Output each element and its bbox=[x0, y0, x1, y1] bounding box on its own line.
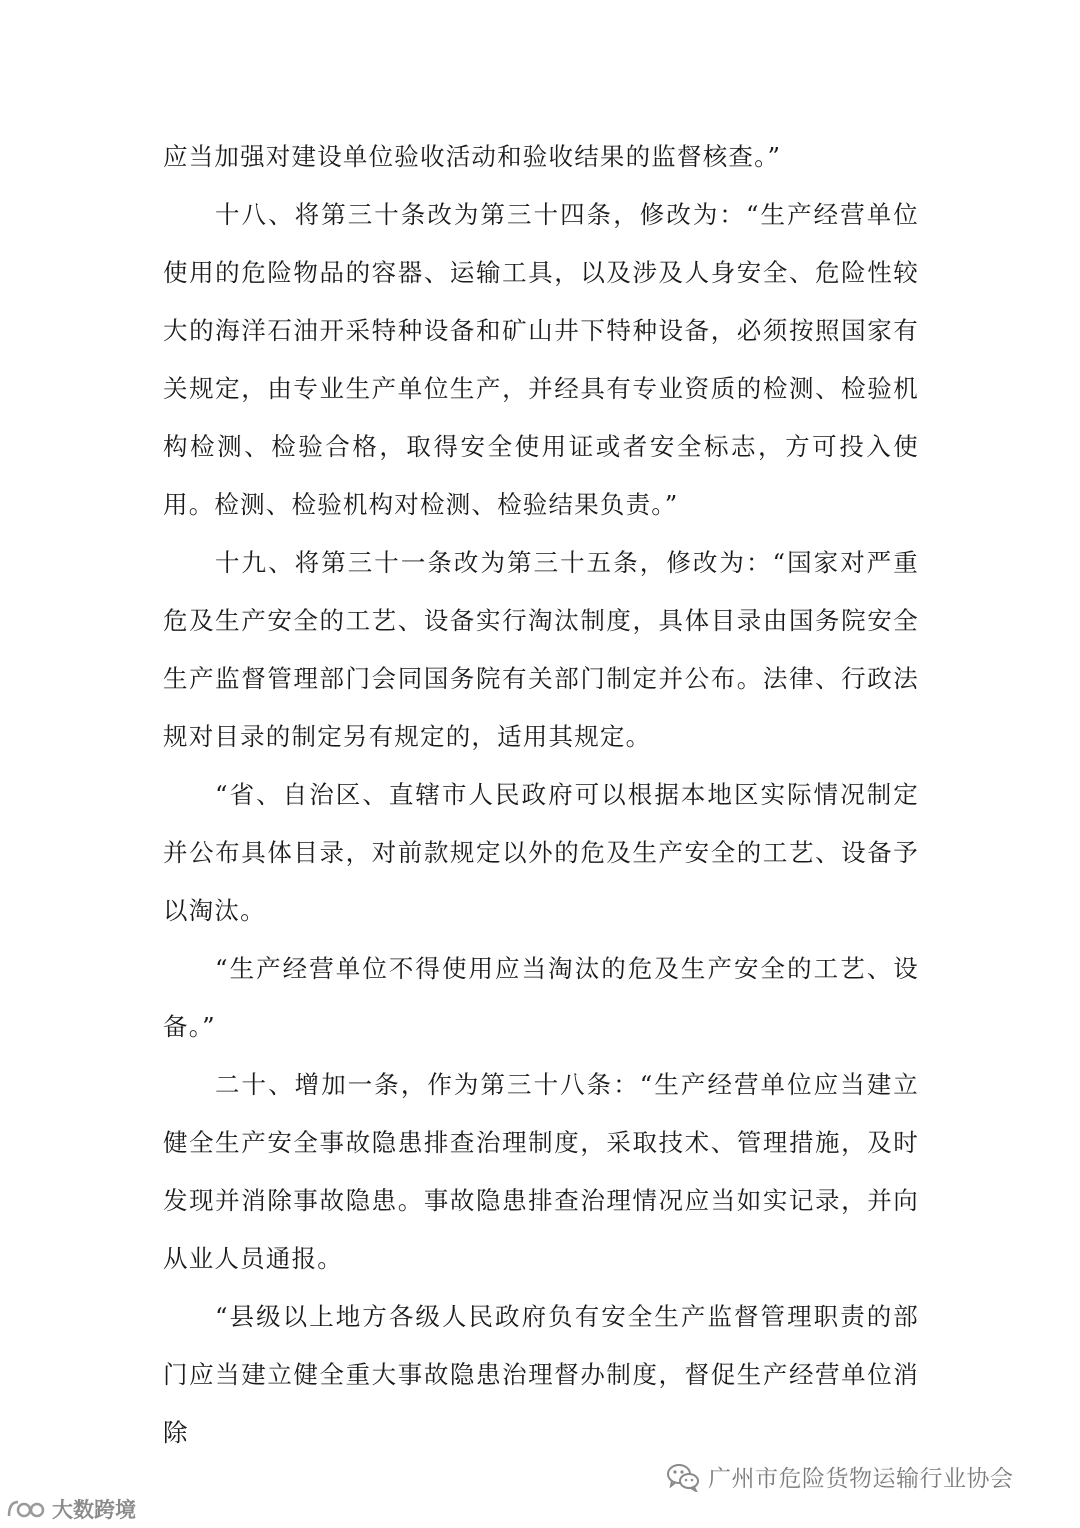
paragraph-4: “生产经营单位不得使用应当淘汰的危及生产安全的工艺、设备。” bbox=[163, 954, 919, 1041]
document-body bbox=[163, 128, 919, 1462]
brand-logo-icon bbox=[6, 1498, 46, 1520]
paragraph-2: 十九、将第三十一条改为第三十五条，修改为：“国家对严重危及生产安全的工艺、设备实行淘汰制度，具体目录由国务院安全生产监督管理部门会同国务院有关部门制定并公布。法律、行政法规对目录的制定另有规定的，适用其规定。 bbox=[163, 548, 919, 751]
paragraph-1: 十八、将第三十条改为第三十四条，修改为：“生产经营单位使用的危险物品的容器、运输工具，以及涉及人身安全、危险性较大的海洋石油开采特种设备和矿山井下特种设备，必须按照国家有关规定，由专业生产单位生产，并经具有专业资质的检测、检验机构检测、检验合格，取得安全使用证或者安全标志，方可投入使用。检测、检验机构对检测、检验结果负责。” bbox=[163, 200, 919, 519]
paragraph-5: 二十、增加一条，作为第三十八条：“生产经营单位应当建立健全生产安全事故隐患排查治理制度，采取技术、管理措施，及时发现并消除事故隐患。事故隐患排查治理情况应当如实记录，并向从业人员通报。 bbox=[163, 1070, 919, 1273]
account-watermark bbox=[666, 1460, 1014, 1493]
paragraph-6: “县级以上地方各级人民政府负有安全生产监督管理职责的部门应当建立健全重大事故隐患治理督办制度，督促生产经营单位消除 bbox=[163, 1302, 919, 1447]
wechat-icon bbox=[666, 1462, 700, 1492]
account-name: 广州市危险货物运输行业协会 bbox=[708, 1466, 1014, 1492]
paragraph-0: 应当加强对建设单位验收活动和验收结果的监督核查。” bbox=[163, 142, 782, 171]
paragraph-3: “省、自治区、直辖市人民政府可以根据本地区实际情况制定并公布具体目录，对前款规定以外的危及生产安全的工艺、设备予以淘汰。 bbox=[163, 780, 919, 925]
brand-name: 大数跨境 bbox=[52, 1498, 136, 1522]
brand-watermark bbox=[6, 1494, 136, 1524]
